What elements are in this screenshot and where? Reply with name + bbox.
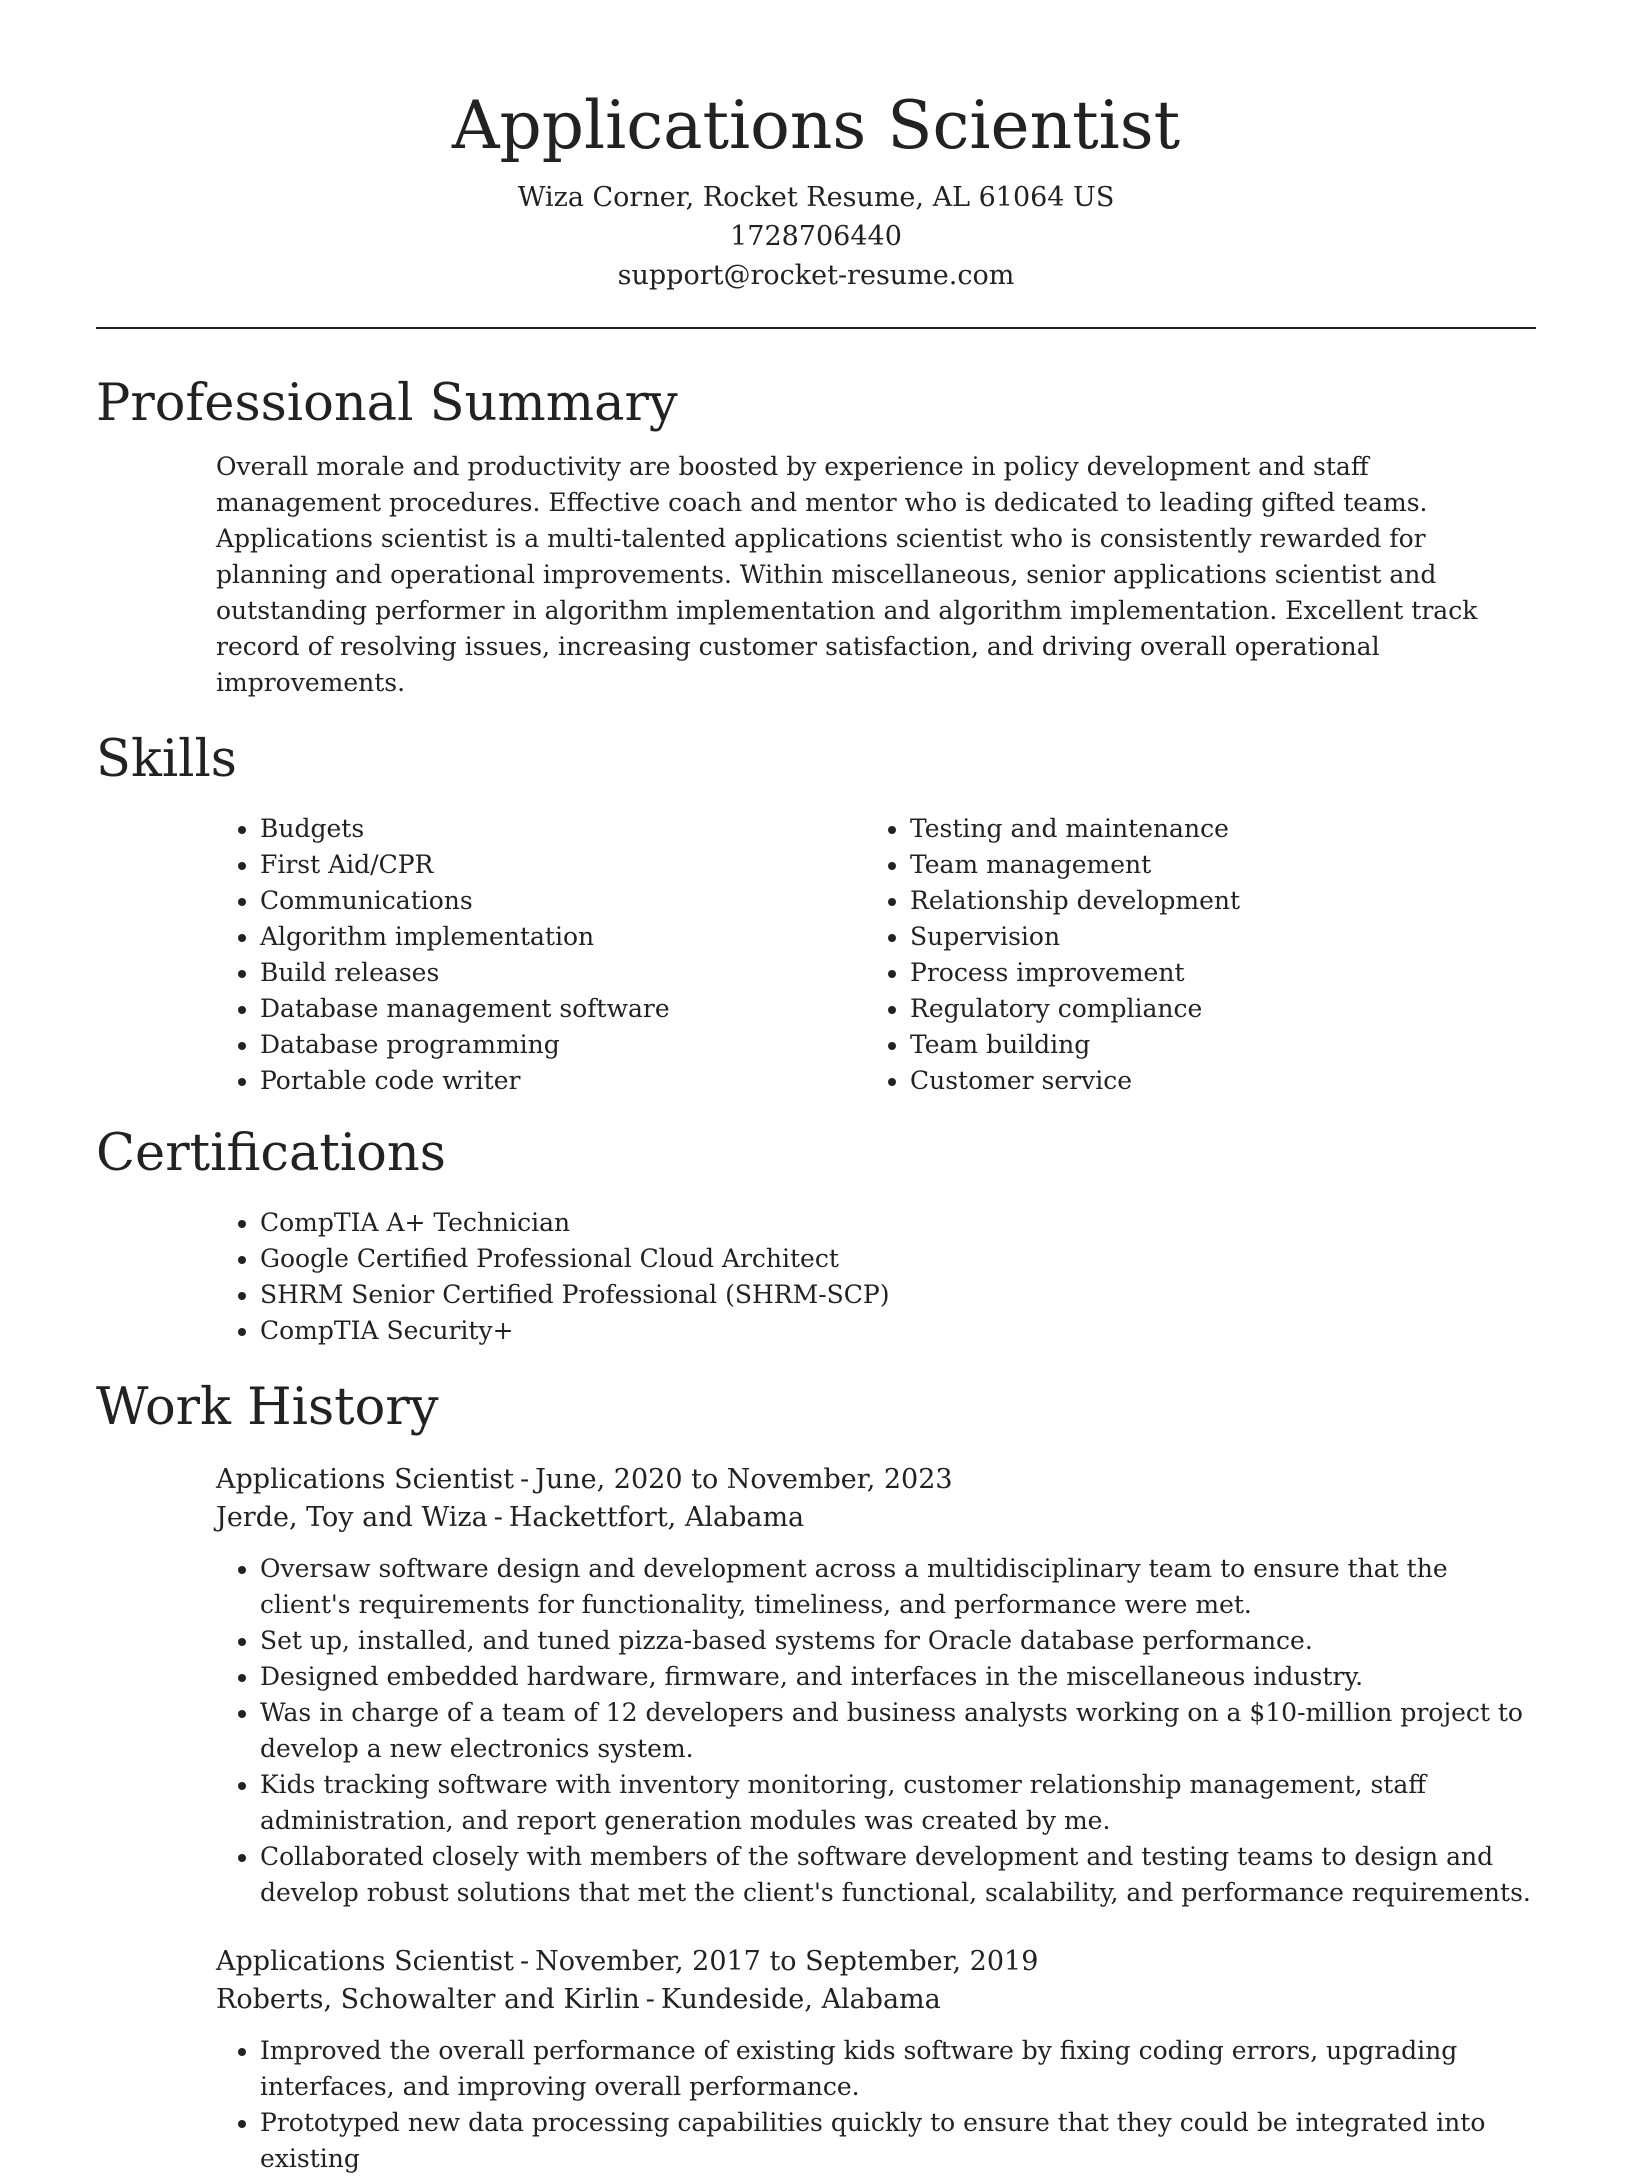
certifications-body bbox=[216, 1205, 1536, 1349]
job-location: Kundeside, Alabama bbox=[660, 1984, 941, 2015]
certifications-section bbox=[96, 1121, 1536, 1349]
phone: 1728706440 bbox=[730, 221, 902, 252]
job-company: Roberts, Schowalter and Kirlin bbox=[216, 1984, 640, 2015]
skill-item: • Process improvement bbox=[910, 955, 1516, 991]
job-bullet: • Improved the overall performance of existing kids software by fixing coding errors, upgrading interfaces, and improving overall performance. bbox=[260, 2033, 1536, 2105]
resume-header bbox=[96, 0, 1536, 295]
job-entry bbox=[216, 1461, 1536, 1911]
skill-item: • Team management bbox=[910, 847, 1516, 883]
certification-item: • SHRM Senior Certified Professional (SHRM-SCP) bbox=[260, 1277, 1536, 1313]
job-bullets bbox=[216, 1551, 1536, 1911]
job-company-line: Roberts, Schowalter and Kirlin - Kundeside, Alabama bbox=[216, 1984, 941, 2015]
resume-page bbox=[96, 0, 1536, 2177]
skill-item: • Budgets bbox=[260, 811, 866, 847]
certification-item: • CompTIA Security+ bbox=[260, 1313, 1536, 1349]
skill-item: • First Aid/CPR bbox=[260, 847, 866, 883]
job-title-line: Applications Scientist - June, 2020 to November, 2023 bbox=[216, 1464, 953, 1495]
job-title: Applications Scientist bbox=[216, 1946, 514, 1977]
skills-left-list bbox=[216, 811, 866, 1099]
job-title-line: Applications Scientist - November, 2017 to September, 2019 bbox=[216, 1946, 1039, 1977]
job-bullets bbox=[216, 2033, 1536, 2177]
summary-body bbox=[216, 449, 1536, 701]
work-history-section bbox=[96, 1375, 1536, 2177]
job-company: Jerde, Toy and Wiza bbox=[216, 1502, 488, 1533]
skill-item: • Testing and maintenance bbox=[910, 811, 1516, 847]
email: support@rocket-resume.com bbox=[617, 260, 1015, 291]
job-location: Hackettfort, Alabama bbox=[508, 1502, 805, 1533]
skill-item: • Customer service bbox=[910, 1063, 1516, 1099]
header-divider bbox=[96, 327, 1536, 329]
address: Wiza Corner, Rocket Resume, AL 61064 US bbox=[517, 182, 1115, 213]
skill-item: • Relationship development bbox=[910, 883, 1516, 919]
job-bullet: • Oversaw software design and development across a multidisciplinary team to ensure that the client's requirements for functionality, timeliness, and performance were met. bbox=[260, 1551, 1536, 1623]
job-bullet: • Was in charge of a team of 12 developers and business analysts working on a $10-million project to develop a new electronics system. bbox=[260, 1695, 1536, 1767]
skill-item: • Database management software bbox=[260, 991, 866, 1027]
skill-item: • Supervision bbox=[910, 919, 1516, 955]
certification-item: • CompTIA A+ Technician bbox=[260, 1205, 1536, 1241]
certifications-heading: Certifications bbox=[96, 1124, 446, 1183]
job-dates: June, 2020 to November, 2023 bbox=[535, 1464, 953, 1495]
skill-item: • Communications bbox=[260, 883, 866, 919]
skill-item: • Team building bbox=[910, 1027, 1516, 1063]
skill-item: • Regulatory compliance bbox=[910, 991, 1516, 1027]
skills-right-column bbox=[866, 811, 1516, 1099]
summary-section bbox=[96, 371, 1536, 701]
skill-item: • Algorithm implementation bbox=[260, 919, 866, 955]
contact-block bbox=[96, 178, 1536, 295]
job-company-line: Jerde, Toy and Wiza - Hackettfort, Alabama bbox=[216, 1502, 805, 1533]
summary-text: Overall morale and productivity are boosted by experience in policy development and staff management procedures. Effective coach and mentor who is dedicated to leading gifted teams. Applications scientist is a multi-talented applications scientist who is consistently rewarded for planning and operational improvements. Within miscellaneous, senior applications scientist and outstanding performer in algorithm implementation and algorithm implementation. Excellent track record of resolving issues, increasing customer satisfaction, and driving overall operational improvements. bbox=[216, 452, 1478, 697]
candidate-name: Applications Scientist bbox=[451, 87, 1181, 164]
skill-item: • Build releases bbox=[260, 955, 866, 991]
skills-right-list bbox=[866, 811, 1516, 1099]
certifications-list bbox=[216, 1205, 1536, 1349]
skills-heading: Skills bbox=[96, 730, 237, 789]
job-bullet: • Collaborated closely with members of the software development and testing teams to design and develop robust solutions that met the client's functional, scalability, and performance requirements. bbox=[260, 1839, 1536, 1911]
skills-section bbox=[96, 727, 1536, 1099]
certification-item: • Google Certified Professional Cloud Architect bbox=[260, 1241, 1536, 1277]
skills-left-column bbox=[216, 811, 866, 1099]
job-bullet: • Prototyped new data processing capabilities quickly to ensure that they could be integrated into existing bbox=[260, 2105, 1536, 2177]
job-bullet: • Set up, installed, and tuned pizza-based systems for Oracle database performance. bbox=[260, 1623, 1536, 1659]
summary-heading: Professional Summary bbox=[96, 374, 678, 433]
job-entry bbox=[216, 1943, 1536, 2177]
job-title: Applications Scientist bbox=[216, 1464, 514, 1495]
job-bullet: • Kids tracking software with inventory monitoring, customer relationship management, staff administration, and report generation modules was created by me. bbox=[260, 1767, 1536, 1839]
job-bullet: • Designed embedded hardware, firmware, and interfaces in the miscellaneous industry. bbox=[260, 1659, 1536, 1695]
skill-item: • Database programming bbox=[260, 1027, 866, 1063]
skill-item: • Portable code writer bbox=[260, 1063, 866, 1099]
work-history-heading: Work History bbox=[96, 1378, 439, 1437]
skills-columns bbox=[216, 811, 1536, 1099]
job-dates: November, 2017 to September, 2019 bbox=[535, 1946, 1039, 1977]
